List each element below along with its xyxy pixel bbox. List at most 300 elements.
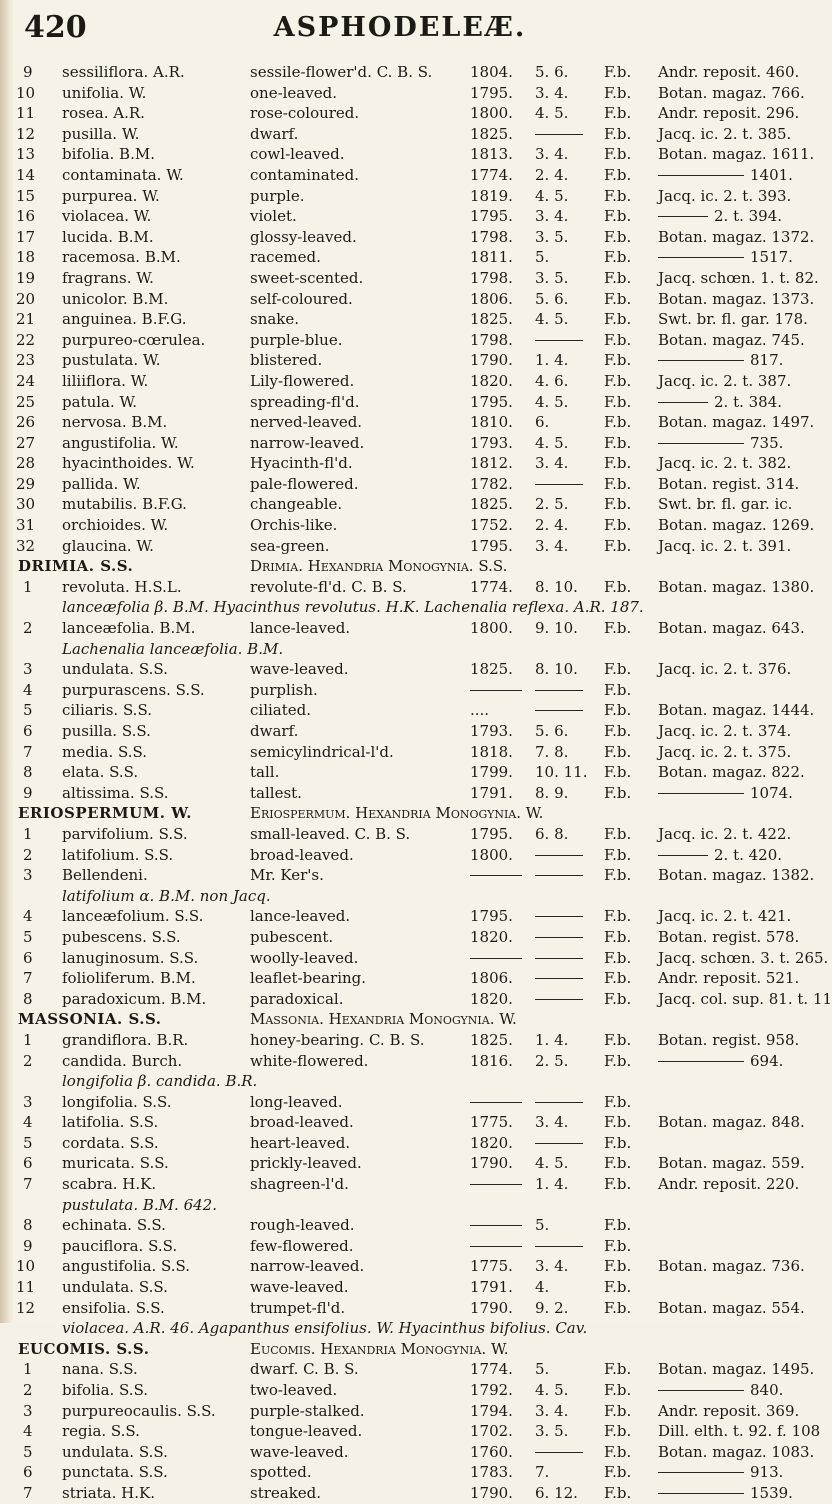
species-number: 12 <box>16 124 36 143</box>
reference: Jacq. col. sup. 81. t. 11 <box>658 989 832 1008</box>
english-name: woolly-leaved. <box>250 948 359 967</box>
english-name: contaminated. <box>250 165 359 184</box>
introduction-year: 1804. <box>470 63 513 81</box>
english-name: sweet-scented. <box>250 268 364 287</box>
habitat-code: F.b. <box>604 1216 632 1235</box>
species-row <box>0 165 800 186</box>
introduction-year: 1825. <box>470 660 513 679</box>
species-row <box>0 721 800 742</box>
english-name: honey-bearing. C. B. S. <box>250 1030 425 1049</box>
flowering-months: 3. 5. <box>535 1422 569 1441</box>
flowering-months: 7. <box>535 1463 550 1482</box>
species-number: 11 <box>16 1278 36 1297</box>
species-number: 22 <box>16 330 36 349</box>
species-name: pallida. W. <box>62 474 141 493</box>
species-number: 3 <box>23 866 33 885</box>
habitat-code: F.b. <box>604 371 632 390</box>
habitat-code: F.b. <box>604 1236 632 1255</box>
reference: Botan. magaz. 643. <box>658 619 805 638</box>
species-name: folioliferum. B.M. <box>62 969 196 988</box>
species-name: revoluta. H.S.L. <box>62 577 182 596</box>
english-name: violet. <box>250 207 297 226</box>
introduction-year: 1760. <box>470 1442 513 1461</box>
species-name: contaminata. W. <box>62 165 184 184</box>
english-name: spotted. <box>250 1463 312 1482</box>
synonym-line <box>0 639 800 660</box>
introduction-year: 1799. <box>470 763 513 782</box>
species-row <box>0 968 800 989</box>
species-name: pusilla. W. <box>62 124 140 143</box>
reference: Botan. magaz. 1444. <box>658 701 815 720</box>
species-number: 16 <box>16 207 36 226</box>
species-row <box>0 289 815 310</box>
flowering-months: 4. 5. <box>535 310 569 329</box>
species-row <box>0 474 800 495</box>
habitat-code: F.b. <box>604 701 632 720</box>
species-number: 7 <box>23 969 33 988</box>
english-name: trumpet-fl'd. <box>250 1298 346 1317</box>
species-row <box>0 494 800 515</box>
english-name: ciliated. <box>250 701 312 720</box>
reference: Dill. elth. t. 92. f. 108 <box>658 1422 821 1441</box>
introduction-year: 1795. <box>470 824 513 843</box>
habitat-code: F.b. <box>604 1422 632 1441</box>
reference: Botan. magaz. 1373. <box>658 289 815 308</box>
reference: Jacq. schœn. 1. t. 82. <box>658 268 819 287</box>
english-name: lance-leaved. <box>250 619 351 638</box>
species-number: 21 <box>16 310 36 329</box>
habitat-code: F.b. <box>604 577 632 596</box>
introduction-year: 1775. <box>470 1113 513 1132</box>
flowering-months: 2. 4. <box>535 516 569 535</box>
reference: Jacq. ic. 2. t. 421. <box>658 907 792 926</box>
reference: Botan. magaz. 822. <box>658 763 805 782</box>
english-name: purple-blue. <box>250 330 343 349</box>
introduction-year: 1702. <box>470 1422 513 1441</box>
english-name: nerved-leaved. <box>250 413 363 432</box>
english-name: narrow-leaved. <box>250 433 365 452</box>
reference: Andr. reposit. 369. <box>658 1401 800 1420</box>
species-number: 1 <box>23 577 33 596</box>
english-name: two-leaved. <box>250 1381 338 1399</box>
flowering-months: 8. 10. <box>535 660 578 679</box>
ditto-dash <box>470 1184 522 1185</box>
habitat-code: F.b. <box>604 824 632 843</box>
english-name: narrow-leaved. <box>250 1257 365 1276</box>
synonym-line <box>0 1071 800 1092</box>
species-number: 32 <box>16 536 36 555</box>
ditto-dash <box>535 958 583 959</box>
synonym-line <box>0 597 800 618</box>
reference: Andr. reposit. 460. <box>658 63 800 81</box>
flowering-months: 1. 4. <box>535 351 569 370</box>
ditto-dash <box>658 443 744 444</box>
species-row <box>0 186 800 207</box>
synonym-line <box>0 1195 800 1216</box>
synonym-text: longifolia β. candida. B.R. <box>62 1072 258 1091</box>
ditto-dash <box>470 958 522 959</box>
habitat-code: F.b. <box>604 1030 632 1049</box>
introduction-year: 1825. <box>470 1030 513 1049</box>
flowering-months: 1. 4. <box>535 1030 569 1049</box>
habitat-code: F.b. <box>604 1360 632 1379</box>
reference: Botan. magaz. 848. <box>658 1113 805 1132</box>
reference: 2. t. 420. <box>714 845 783 864</box>
reference: Jacq. ic. 2. t. 376. <box>658 660 792 679</box>
species-row <box>0 762 805 783</box>
reference: Jacq. ic. 2. t. 375. <box>658 742 792 761</box>
ditto-dash <box>535 978 583 979</box>
species-number: 2 <box>23 1381 33 1399</box>
english-name: one-leaved. <box>250 83 337 102</box>
species-number: 28 <box>16 454 36 473</box>
synonym-text: violacea. A.R. 46. Agapanthus ensifolius. W. Hyacinthus bifolius. Cav. <box>62 1319 588 1338</box>
species-name: lanceæfolia. B.M. <box>62 619 196 638</box>
page-header <box>0 10 800 50</box>
reference: Andr. reposit. 296. <box>658 104 800 123</box>
english-name: Hyacinth-fl'd. <box>250 454 353 473</box>
species-name: ensifolia. S.S. <box>62 1298 165 1317</box>
flowering-months: 2. 5. <box>535 495 569 514</box>
introduction-year: 1774. <box>470 1360 513 1379</box>
species-number: 17 <box>16 227 36 246</box>
habitat-code: F.b. <box>604 1442 632 1461</box>
species-number: 4 <box>23 1422 33 1441</box>
english-name: dwarf. <box>250 124 299 143</box>
species-row <box>0 680 800 701</box>
english-name: spreading-fl'd. <box>250 392 360 411</box>
habitat-code: F.b. <box>604 454 632 473</box>
species-number: 6 <box>23 948 33 967</box>
english-name: purple-stalked. <box>250 1401 365 1420</box>
species-number: 6 <box>23 1463 33 1482</box>
habitat-code: F.b. <box>604 104 632 123</box>
species-name: lucida. B.M. <box>62 227 154 246</box>
ditto-dash <box>658 257 744 258</box>
introduction-year: 1791. <box>470 783 513 802</box>
habitat-code: F.b. <box>604 495 632 514</box>
habitat-code: F.b. <box>604 866 632 885</box>
species-number: 1 <box>23 1360 33 1379</box>
species-number: 5 <box>23 1133 33 1152</box>
reference: Botan. regist. 958. <box>658 1030 800 1049</box>
introduction-year: 1820. <box>470 1133 513 1152</box>
reference: 1074. <box>750 783 793 802</box>
introduction-year: 1795. <box>470 536 513 555</box>
species-name: purpureocaulis. S.S. <box>62 1401 216 1420</box>
introduction-year: 1825. <box>470 124 513 143</box>
species-row <box>0 412 815 433</box>
flowering-months: 6. 8. <box>535 824 569 843</box>
english-name: racemed. <box>250 248 321 267</box>
species-number: 5 <box>23 1442 33 1461</box>
habitat-code: F.b. <box>604 227 632 246</box>
species-number: 20 <box>16 289 36 308</box>
flowering-months: 4. 5. <box>535 1381 569 1399</box>
ditto-dash <box>535 1246 583 1247</box>
english-name: Orchis-like. <box>250 516 338 535</box>
reference: Botan. magaz. 1611. <box>658 145 815 164</box>
english-name: purplish. <box>250 680 318 699</box>
english-name: rose-coloured. <box>250 104 360 123</box>
ditto-dash <box>658 1390 744 1391</box>
habitat-code: F.b. <box>604 1463 632 1482</box>
introduction-year: 1775. <box>470 1257 513 1276</box>
species-row <box>0 618 805 639</box>
species-row <box>0 783 800 804</box>
ditto-dash <box>535 134 583 135</box>
species-name: patula. W. <box>62 392 138 411</box>
genus-classification: Massonia. Hexandria Monogynia. W. <box>250 1010 517 1029</box>
habitat-code: F.b. <box>604 1298 632 1317</box>
species-number: 7 <box>23 1175 33 1194</box>
species-number: 19 <box>16 268 36 287</box>
habitat-code: F.b. <box>604 268 632 287</box>
introduction-year: 1820. <box>470 371 513 390</box>
synonym-line <box>0 886 800 907</box>
introduction-year: 1790. <box>470 1298 513 1317</box>
reference: Botan. magaz. 766. <box>658 83 805 102</box>
reference: Andr. reposit. 220. <box>658 1175 800 1194</box>
flowering-months: 3. 4. <box>535 1113 569 1132</box>
species-row <box>0 453 800 474</box>
synonym-text: Lachenalia lanceæfolia. B.M. <box>62 639 284 658</box>
habitat-code: F.b. <box>604 783 632 802</box>
english-name: shagreen-l'd. <box>250 1175 349 1194</box>
species-name: sessiliflora. A.R. <box>62 63 185 81</box>
species-number: 8 <box>23 989 33 1008</box>
species-row <box>0 83 805 104</box>
ditto-dash <box>535 916 583 917</box>
reference: Botan. magaz. 736. <box>658 1257 805 1276</box>
ditto-dash <box>658 1472 744 1473</box>
genus-name: ERIOSPERMUM. W. <box>18 804 192 823</box>
species-row <box>0 433 800 454</box>
flowering-months: 3. 4. <box>535 454 569 473</box>
species-row <box>0 103 800 124</box>
habitat-code: F.b. <box>604 124 632 143</box>
species-row <box>0 927 800 948</box>
reference: Botan. magaz. 1380. <box>658 577 815 596</box>
introduction-year: 1791. <box>470 1278 513 1297</box>
species-row <box>0 227 815 248</box>
habitat-code: F.b. <box>604 413 632 432</box>
synonym-text: lanceæfolia β. B.M. Hyacinthus revolutus. H.K. Lachenalia reflexa. A.R. 187. <box>62 598 644 617</box>
habitat-code: F.b. <box>604 330 632 349</box>
species-name: rosea. A.R. <box>62 104 145 123</box>
ditto-dash <box>535 690 583 691</box>
introduction-year: 1825. <box>470 495 513 514</box>
introduction-year: 1782. <box>470 474 513 493</box>
introduction-year: 1795. <box>470 83 513 102</box>
introduction-year: 1794. <box>470 1401 513 1420</box>
habitat-code: F.b. <box>604 474 632 493</box>
reference: 735. <box>750 433 784 452</box>
species-name: Bellendeni. <box>62 866 148 885</box>
introduction-year: 1798. <box>470 330 513 349</box>
reference: 1401. <box>750 165 793 184</box>
species-number: 2 <box>23 1051 33 1070</box>
species-name: bifolia. B.M. <box>62 145 155 164</box>
ditto-dash <box>535 937 583 938</box>
species-number: 15 <box>16 186 36 205</box>
flowering-months: 2. 5. <box>535 1051 569 1070</box>
flowering-months: 2. 4. <box>535 165 569 184</box>
species-name: purpureo-cœrulea. <box>62 330 206 349</box>
introduction-year: 1790. <box>470 351 513 370</box>
species-number: 18 <box>16 248 36 267</box>
species-name: bifolia. S.S. <box>62 1381 149 1399</box>
habitat-code: F.b. <box>604 619 632 638</box>
habitat-code: F.b. <box>604 680 632 699</box>
species-row <box>0 865 815 886</box>
species-name: angustifolia. W. <box>62 433 179 452</box>
species-name: unicolor. B.M. <box>62 289 169 308</box>
habitat-code: F.b. <box>604 927 632 946</box>
ditto-dash <box>535 710 583 711</box>
species-name: mutabilis. B.F.G. <box>62 495 187 514</box>
species-row <box>0 124 800 145</box>
species-name: altissima. S.S. <box>62 783 169 802</box>
flowering-months: 4. 5. <box>535 104 569 123</box>
flowering-months: 3. 4. <box>535 145 569 164</box>
species-number: 1 <box>23 1030 33 1049</box>
ditto-dash <box>470 690 522 691</box>
habitat-code: F.b. <box>604 516 632 535</box>
reference: Jacq. ic. 2. t. 382. <box>658 454 792 473</box>
species-name: lanuginosum. S.S. <box>62 948 199 967</box>
habitat-code: F.b. <box>604 145 632 164</box>
introduction-year: 1774. <box>470 577 513 596</box>
english-name: dwarf. <box>250 722 299 740</box>
reference: 840. <box>750 1381 784 1399</box>
running-title: ASPHODELEÆ. <box>273 12 527 43</box>
genus-name: EUCOMIS. S.S. <box>18 1339 150 1358</box>
flowering-months: 5. <box>535 1360 550 1379</box>
species-row <box>0 371 800 392</box>
flowering-months: 8. 10. <box>535 577 578 596</box>
english-name: white-flowered. <box>250 1051 369 1070</box>
species-number: 24 <box>16 371 36 390</box>
introduction-year: 1790. <box>470 1483 513 1502</box>
reference: 1517. <box>750 248 793 267</box>
species-row <box>0 989 832 1010</box>
species-row <box>0 1215 800 1236</box>
species-row <box>0 1133 800 1154</box>
species-name: glaucina. W. <box>62 536 154 555</box>
flowering-months: 3. 4. <box>535 83 569 102</box>
species-name: orchioides. W. <box>62 516 169 535</box>
flowering-months: 9. 2. <box>535 1298 569 1317</box>
species-number: 4 <box>23 907 33 926</box>
flowering-months: 3. 5. <box>535 227 569 246</box>
species-number: 13 <box>16 145 36 164</box>
english-name: rough-leaved. <box>250 1216 355 1235</box>
introduction-year: 1818. <box>470 742 513 761</box>
species-row <box>0 309 808 330</box>
synonym-line <box>0 1318 800 1339</box>
habitat-code: F.b. <box>604 433 632 452</box>
species-row <box>0 1051 800 1072</box>
ditto-dash <box>658 1493 744 1494</box>
introduction-year: 1819. <box>470 186 513 205</box>
species-row <box>0 392 800 413</box>
habitat-code: F.b. <box>604 351 632 370</box>
ditto-dash <box>658 360 744 361</box>
english-name: sea-green. <box>250 536 330 555</box>
habitat-code: F.b. <box>604 1381 632 1399</box>
habitat-code: F.b. <box>604 763 632 782</box>
ditto-dash <box>658 402 708 403</box>
reference: Jacq. ic. 2. t. 385. <box>658 124 792 143</box>
species-row <box>0 700 815 721</box>
species-name: undulata. S.S. <box>62 1278 168 1297</box>
reference: Jacq. ic. 2. t. 391. <box>658 536 792 555</box>
genus-name: MASSONIA. S.S. <box>18 1010 162 1029</box>
species-name: longifolia. S.S. <box>62 1092 172 1111</box>
introduction-year: 1806. <box>470 289 513 308</box>
genus-classification: Eriospermum. Hexandria Monogynia. W. <box>250 804 544 823</box>
introduction-year: 1812. <box>470 454 513 473</box>
species-number: 2 <box>23 619 33 638</box>
english-name: broad-leaved. <box>250 845 354 864</box>
species-name: elata. S.S. <box>62 763 139 782</box>
flowering-months: 4. 5. <box>535 433 569 452</box>
habitat-code: F.b. <box>604 1483 632 1502</box>
english-name: tongue-leaved. <box>250 1422 363 1441</box>
species-row <box>0 1483 800 1504</box>
english-name: cowl-leaved. <box>250 145 345 164</box>
flowering-months: 3. 4. <box>535 207 569 226</box>
species-row <box>0 350 800 371</box>
english-name: sessile-flower'd. C. B. S. <box>250 63 433 81</box>
species-number: 6 <box>23 1154 33 1173</box>
species-name: unifolia. W. <box>62 83 147 102</box>
species-row <box>0 515 815 536</box>
habitat-code: F.b. <box>604 948 632 967</box>
reference: Jacq. ic. 2. t. 393. <box>658 186 792 205</box>
ditto-dash <box>658 1061 744 1062</box>
species-number: 4 <box>23 1113 33 1132</box>
habitat-code: F.b. <box>604 845 632 864</box>
habitat-code: F.b. <box>604 1113 632 1132</box>
introduction-year: 1816. <box>470 1051 513 1070</box>
english-name: few-flowered. <box>250 1236 354 1255</box>
species-name: pustulata. W. <box>62 351 161 370</box>
species-number: 29 <box>16 474 36 493</box>
reference: Botan. magaz. 554. <box>658 1298 805 1317</box>
habitat-code: F.b. <box>604 392 632 411</box>
introduction-year: 1800. <box>470 104 513 123</box>
english-name: changeable. <box>250 495 343 514</box>
flowering-months: 3. 4. <box>535 1401 569 1420</box>
species-row <box>0 1462 800 1483</box>
species-row <box>0 1401 800 1422</box>
ditto-dash <box>470 1246 522 1247</box>
introduction-year: 1813. <box>470 145 513 164</box>
genus-heading <box>0 1339 800 1360</box>
habitat-code: F.b. <box>604 165 632 184</box>
page-number: 420 <box>24 10 87 45</box>
species-number: 9 <box>23 1236 33 1255</box>
species-list <box>0 62 832 1504</box>
reference: 2. t. 394. <box>714 207 783 226</box>
reference: Botan. magaz. 1495. <box>658 1360 815 1379</box>
reference: Botan. magaz. 1372. <box>658 227 815 246</box>
ditto-dash <box>470 1102 522 1103</box>
ditto-dash <box>470 875 522 876</box>
genus-classification: Eucomis. Hexandria Monogynia. W. <box>250 1339 509 1358</box>
